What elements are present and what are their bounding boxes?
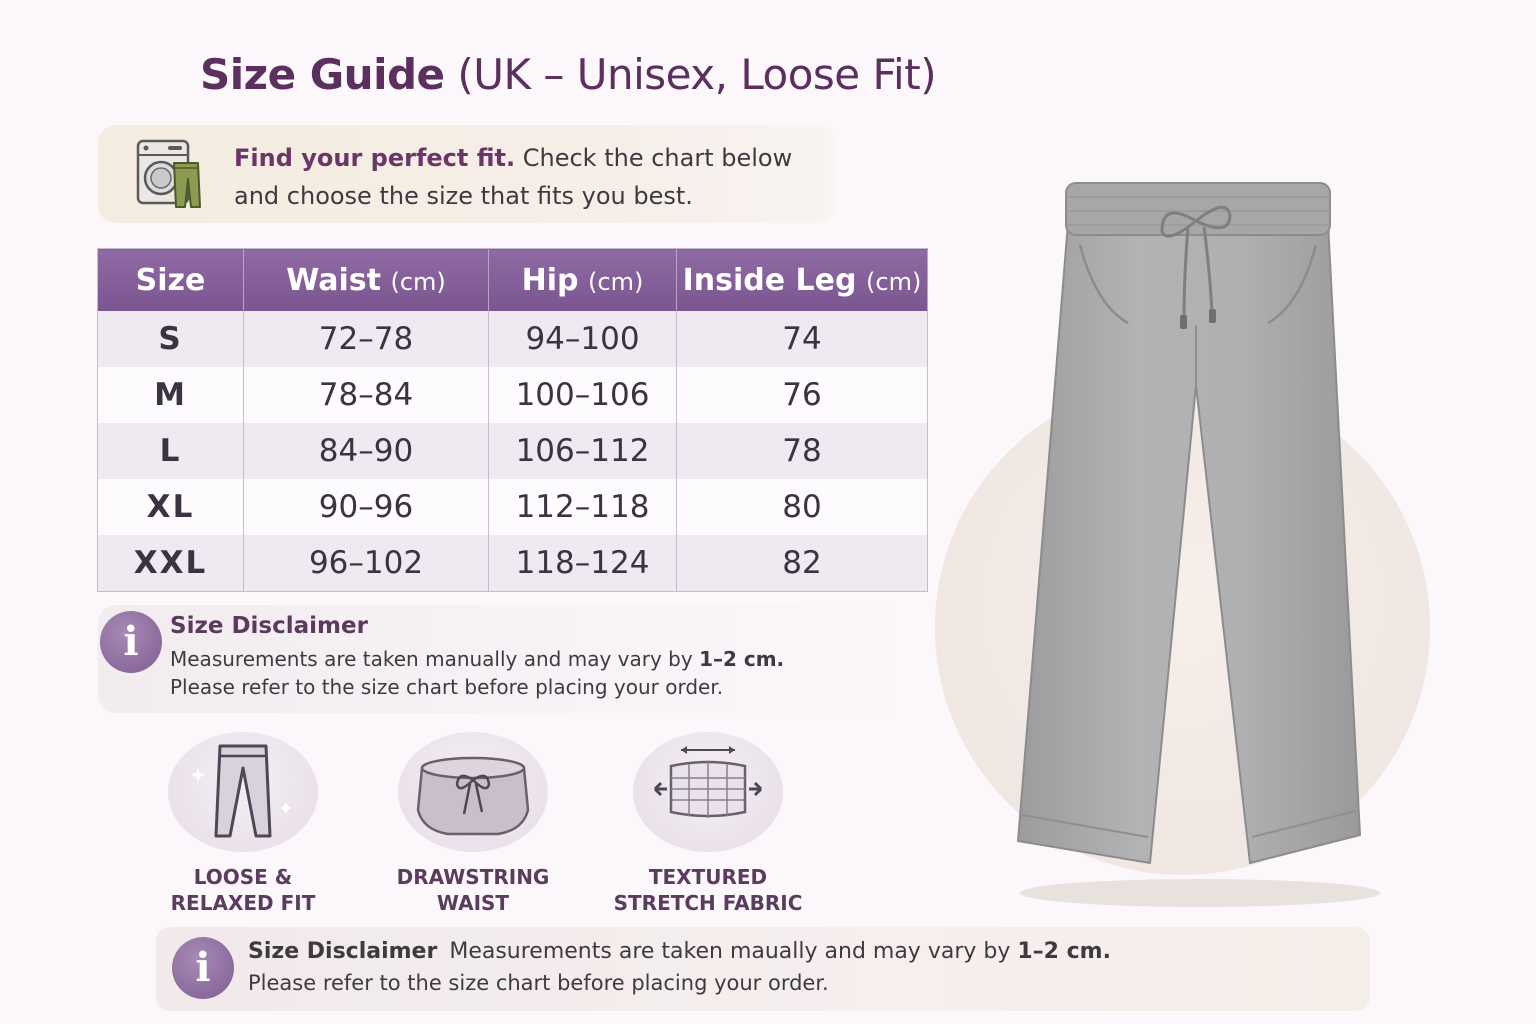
feature-drawstring: [363, 732, 583, 916]
header-size: [98, 249, 244, 312]
inside-leg-cell: 74: [677, 311, 928, 367]
disclaimer-line2: Please refer to the size chart before placing your order.: [170, 675, 724, 699]
header-label: Inside Leg: [682, 262, 857, 298]
size-cell: M: [98, 367, 244, 423]
washing-machine-with-trousers-icon: [134, 137, 204, 211]
disclaimer-title: Size Disclaimer: [170, 613, 368, 639]
header-hip: [489, 249, 677, 312]
waist-cell: 84–90: [244, 423, 489, 479]
info-icon: i: [172, 937, 234, 999]
disclaimer-text: Measurements are taken manually and may vary by: [170, 647, 700, 671]
header-waist: [244, 249, 489, 312]
disclaimer-tolerance: 1–2 cm.: [1017, 939, 1111, 964]
inside-leg-cell: 78: [677, 423, 928, 479]
table-row: [98, 479, 928, 535]
intro-banner: [98, 125, 836, 223]
disclaimer-line2: Please refer to the size chart before placing your order.: [248, 971, 829, 995]
feature-badge: [633, 732, 783, 852]
title-main: Size Guide: [200, 50, 445, 99]
table-header-row: [98, 249, 928, 312]
waist-cell: 78–84: [244, 367, 489, 423]
feature-stretch-fabric: [598, 732, 818, 916]
intro-line2: and choose the size that fits you best.: [234, 182, 693, 210]
header-label: Waist: [286, 262, 381, 298]
hip-cell: 100–106: [489, 367, 677, 423]
header-label: Hip: [521, 262, 579, 298]
hip-cell: 94–100: [489, 311, 677, 367]
disclaimer-line1: [170, 647, 784, 671]
hip-cell: 112–118: [489, 479, 677, 535]
intro-lead: Find your perfect fit.: [234, 144, 516, 172]
intro-text: [234, 139, 824, 215]
title-sub: (UK – Unisex, Loose Fit): [457, 50, 937, 99]
disclaimer-text: Measurements are taken maually and may vary by: [449, 939, 1018, 964]
table-row: [98, 535, 928, 592]
feature-badge: [398, 732, 548, 852]
waist-cell: 90–96: [244, 479, 489, 535]
header-unit: (cm): [390, 267, 446, 296]
feature-label: DRAWSTRING WAIST: [396, 865, 550, 915]
waist-cell: 96–102: [244, 535, 489, 592]
hip-cell: 118–124: [489, 535, 677, 592]
drawstring-waist-icon: [398, 732, 548, 852]
grey-jogger-trousers-image: [1010, 175, 1390, 915]
table-row: [98, 311, 928, 367]
feature-label: LOOSE & RELAXED FIT: [170, 865, 316, 915]
disclaimer-line1: [248, 939, 1111, 964]
inside-leg-cell: 76: [677, 367, 928, 423]
hip-cell: 106–112: [489, 423, 677, 479]
feature-label: TEXTURED STRETCH FABRIC: [613, 865, 803, 915]
info-icon: i: [100, 611, 162, 673]
size-cell: L: [98, 423, 244, 479]
size-cell: XXL: [98, 535, 244, 592]
feature-loose-fit: [133, 732, 353, 916]
disclaimer-title: Size Disclaimer: [248, 939, 438, 964]
header-unit: (cm): [588, 267, 644, 296]
size-disclaimer-footer: [156, 927, 1370, 1011]
size-cell: S: [98, 311, 244, 367]
feature-badge: [168, 732, 318, 852]
inside-leg-cell: 82: [677, 535, 928, 592]
stretch-fabric-icon: [633, 732, 783, 852]
disclaimer-tolerance: 1–2 cm.: [699, 647, 785, 671]
page-title: [200, 50, 936, 99]
trousers-icon: [168, 732, 318, 852]
intro-line1: Check the chart below: [522, 144, 793, 172]
table-row: [98, 423, 928, 479]
table-row: [98, 367, 928, 423]
size-disclaimer-box: [98, 605, 918, 713]
inside-leg-cell: 80: [677, 479, 928, 535]
header-unit: (cm): [866, 267, 922, 296]
header-inside-leg: [677, 249, 928, 312]
size-chart-table: [97, 248, 928, 592]
size-cell: XL: [98, 479, 244, 535]
waist-cell: 72–78: [244, 311, 489, 367]
header-label: Size: [135, 262, 206, 298]
